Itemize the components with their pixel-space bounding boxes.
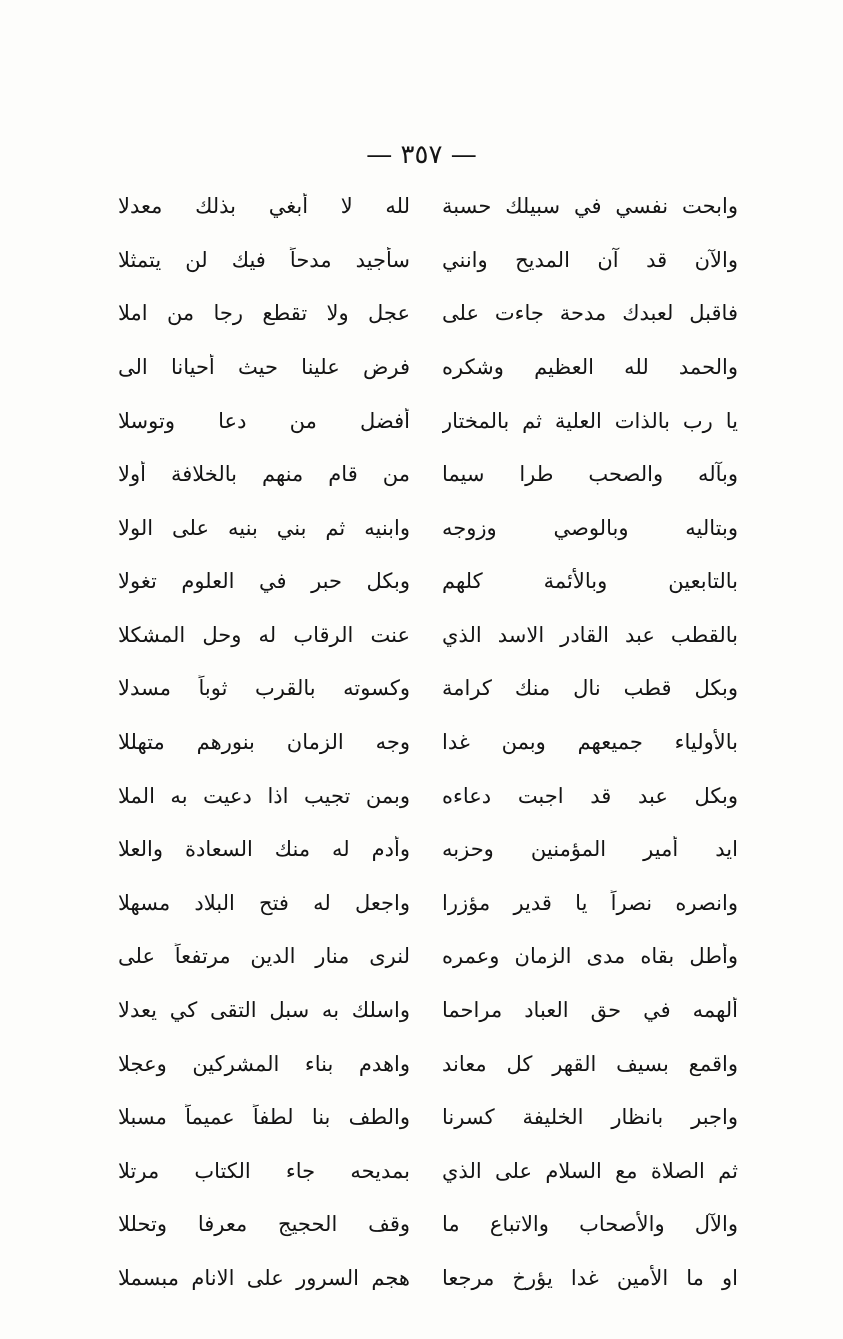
first-hemistich: وبآله والصحب طرا سيما — [442, 462, 738, 487]
first-hemistich: بالأولياء جميعهم وبمن غدا — [442, 730, 738, 755]
verse — [118, 1145, 738, 1199]
first-hemistich: فاقبل لعبدك مدحة جاءت على — [442, 301, 738, 326]
first-hemistich: ايد أمير المؤمنين وحزبه — [442, 837, 738, 862]
verse — [118, 984, 738, 1038]
second-hemistich: سأجيد مدحاً فيك لن يتمثلا — [118, 247, 410, 272]
second-hemistich: عنت الرقاب له وحل المشكلا — [118, 622, 410, 647]
verse — [118, 502, 738, 556]
second-hemistich: لله لا أبغي بذلك معدلا — [118, 194, 410, 219]
second-hemistich: وقف الحجيج معرفا وتحللا — [118, 1212, 410, 1237]
second-hemistich: هجم السرور على الانام مبسملا — [118, 1266, 410, 1291]
page-number: — ٣٥٧ — — [366, 140, 477, 170]
first-hemistich: وبتاليه وبالوصي وزوجه — [442, 515, 738, 540]
verse — [118, 716, 738, 770]
first-hemistich: وانصره نصراً يا قدير مؤزرا — [442, 890, 738, 915]
second-hemistich: وأدم له منك السعادة والعلا — [118, 837, 410, 862]
verse — [118, 448, 738, 502]
verse — [118, 823, 738, 877]
first-hemistich: وبكل عبد قد اجبت دعاءه — [442, 783, 738, 808]
first-hemistich: والآن قد آن المديح وانني — [442, 247, 738, 272]
second-hemistich: عجل ولا تقطع رجا من املا — [118, 301, 410, 326]
first-hemistich: والحمد لله العظيم وشكره — [442, 354, 738, 379]
second-hemistich: والطف بنا لطفاً عميماً مسبلا — [118, 1105, 410, 1130]
second-hemistich: واسلك به سبل التقى كي يعدلا — [118, 998, 410, 1023]
second-hemistich: وكسوته بالقرب ثوباً مسدلا — [118, 676, 410, 701]
first-hemistich: بالقطب عبد القادر الاسد الذي — [442, 622, 738, 647]
first-hemistich: او ما الأمين غدا يؤرخ مرجعا — [442, 1266, 738, 1291]
verse — [118, 180, 738, 234]
verse — [118, 877, 738, 931]
second-hemistich: وبكل حبر في العلوم تغولا — [118, 569, 410, 594]
first-hemistich: بالتابعين وبالأئمة كلهم — [442, 569, 738, 594]
first-hemistich: وبكل قطب نال منك كرامة — [442, 676, 738, 701]
poem — [118, 180, 738, 1305]
second-hemistich: وابنيه ثم بني بنيه على الولا — [118, 515, 410, 540]
first-hemistich: واقمع بسيف القهر كل معاند — [442, 1051, 738, 1076]
verse — [118, 662, 738, 716]
first-hemistich: وابحت نفسي في سبيلك حسبة — [442, 194, 738, 219]
second-hemistich: لنرى منار الدين مرتفعاً على — [118, 944, 410, 969]
first-hemistich: ثم الصلاة مع السلام على الذي — [442, 1158, 738, 1183]
second-hemistich: أفضل من دعا وتوسلا — [118, 408, 410, 433]
verse — [118, 394, 738, 448]
second-hemistich: فرض علينا حيث أحيانا الى — [118, 354, 410, 379]
second-hemistich: وبمن تجيب اذا دعيت به الملا — [118, 783, 410, 808]
verse — [118, 341, 738, 395]
verse — [118, 609, 738, 663]
verse — [118, 1091, 738, 1145]
first-hemistich: يا رب بالذات العلية ثم بالمختار — [442, 408, 738, 433]
verse — [118, 287, 738, 341]
first-hemistich: والآل والأصحاب والاتباع ما — [442, 1212, 738, 1237]
second-hemistich: واجعل له فتح البلاد مسهلا — [118, 890, 410, 915]
first-hemistich: ألهمه في حق العباد مراحما — [442, 998, 738, 1023]
verse — [118, 1038, 738, 1092]
second-hemistich: بمديحه جاء الكتاب مرتلا — [118, 1158, 410, 1183]
second-hemistich: وجه الزمان بنورهم متهللا — [118, 730, 410, 755]
verse — [118, 1252, 738, 1306]
verse — [118, 234, 738, 288]
first-hemistich: وأطل بقاه مدى الزمان وعمره — [442, 944, 738, 969]
first-hemistich: واجبر بانظار الخليفة كسرنا — [442, 1105, 738, 1130]
verse — [118, 930, 738, 984]
verse — [118, 1198, 738, 1252]
second-hemistich: واهدم بناء المشركين وعجلا — [118, 1051, 410, 1076]
verse — [118, 770, 738, 824]
verse — [118, 555, 738, 609]
second-hemistich: من قام منهم بالخلافة أولا — [118, 462, 410, 487]
